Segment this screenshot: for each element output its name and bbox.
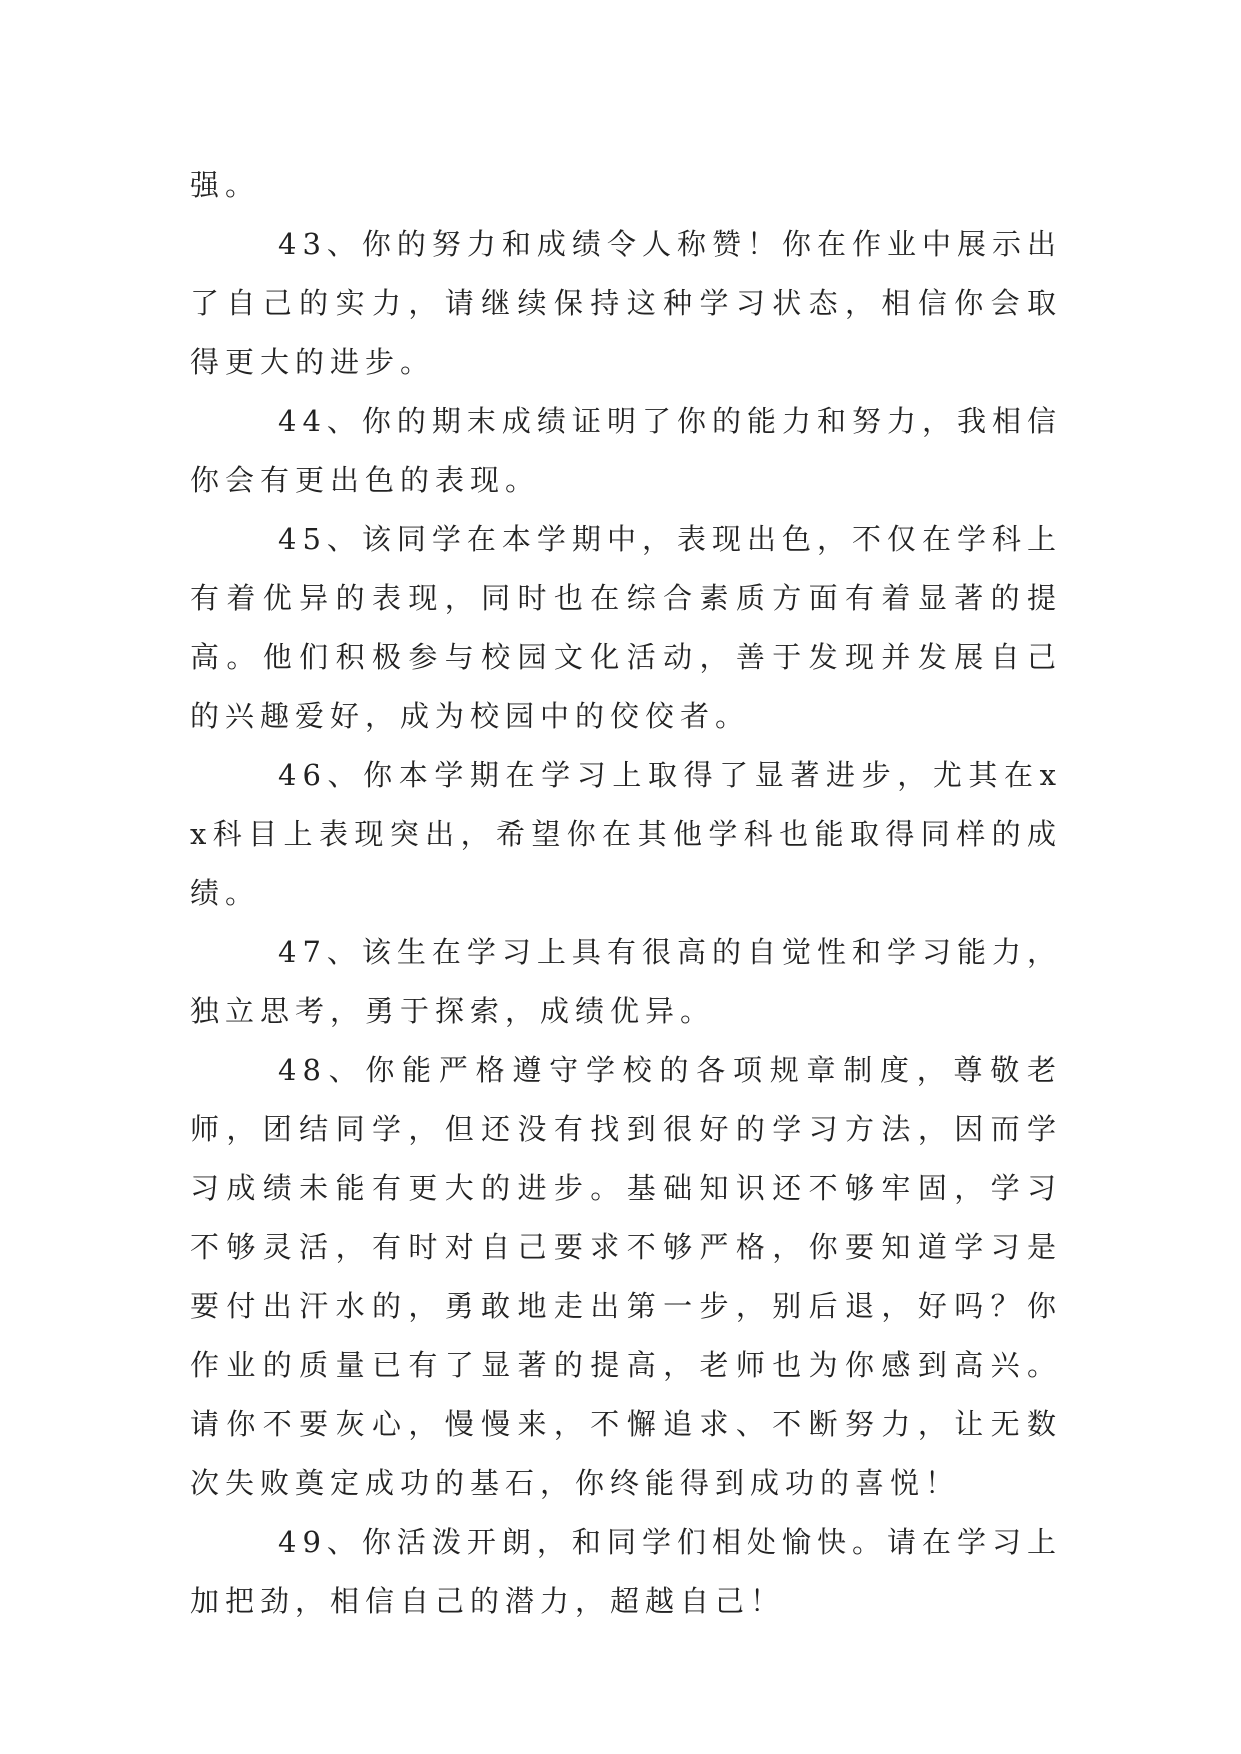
paragraph-45: 45、该同学在本学期中，表现出色，不仅在学科上有着优异的表现，同时也在综合素质方面有着显著的提高。他们积极参与校园文化活动，善于发现并发展自己的兴趣爱好，成为校园中的佼佼者。 (190, 522, 1062, 733)
paragraph-49: 49、你活泼开朗，和同学们相处愉快。请在学习上加把劲，相信自己的潜力，超越自己！ (190, 1525, 1062, 1618)
paragraph-44: 44、你的期末成绩证明了你的能力和努力，我相信你会有更出色的表现。 (190, 404, 1062, 497)
paragraph-46: 46、你本学期在学习上取得了显著进步，尤其在xx科目上表现突出，希望你在其他学科也能取得同样的成绩。 (190, 758, 1062, 910)
paragraph-43: 43、你的努力和成绩令人称赞！你在作业中展示出了自己的实力，请继续保持这种学习状态，相信你会取得更大的进步。 (190, 227, 1062, 379)
paragraph-47: 47、该生在学习上具有很高的自觉性和学习能力，独立思考，勇于探索，成绩优异。 (190, 935, 1062, 1028)
paragraph-48: 48、你能严格遵守学校的各项规章制度，尊敬老师，团结同学，但还没有找到很好的学习方法，因而学习成绩未能有更大的进步。基础知识还不够牢固，学习不够灵活，有时对自己要求不够严格，你要知道学习是要付出汗水的，勇敢地走出第一步，别后退，好吗？你作业的质量已有了显著的提高，老师也为你感到高兴。请你不要灰心，慢慢来，不懈追求、不断努力，让无数次失败奠定成功的基石，你终能得到成功的喜悦！ (190, 1053, 1062, 1500)
document-body (190, 156, 1062, 1631)
paragraph-continuation: 强。 (190, 168, 261, 202)
